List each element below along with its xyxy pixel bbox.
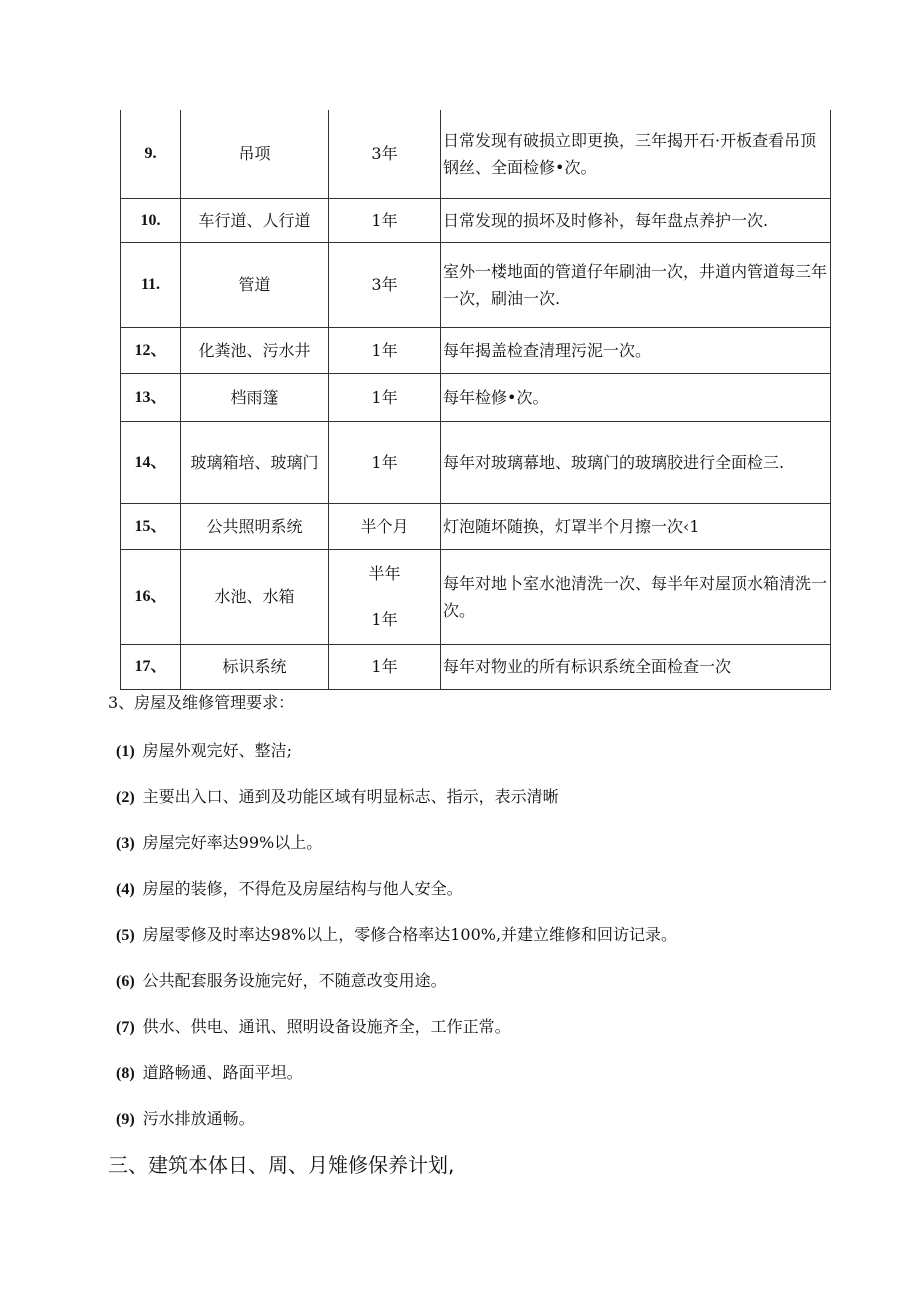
list-item (116, 922, 677, 968)
item-label: (5) (116, 927, 135, 944)
item-text: 房屋零修及时率达98%以上，零修合格率达100%,并建立维修和回访记录。 (142, 925, 678, 944)
item-label: (1) (116, 743, 135, 760)
row-number: 10. (121, 198, 181, 242)
row-item: 化粪池、污水井 (181, 327, 329, 373)
list-item (116, 876, 677, 922)
row-item: 标识系统 (181, 644, 329, 689)
row-cycle: 半个月 (329, 503, 441, 549)
row-description: 每年检修•次。 (441, 373, 831, 421)
list-item (116, 1106, 677, 1152)
row-item: 档雨篷 (181, 373, 329, 421)
list-item (116, 830, 677, 876)
row-item: 管道 (181, 242, 329, 327)
row-number: 16、 (121, 549, 181, 644)
row-number: 14、 (121, 421, 181, 503)
table-row (121, 242, 831, 327)
item-label: (7) (116, 1019, 135, 1036)
row-number: 12、 (121, 327, 181, 373)
item-label: (9) (116, 1111, 135, 1128)
item-label: (4) (116, 881, 135, 898)
row-number: 15、 (121, 503, 181, 549)
row-cycle: 1年 (329, 421, 441, 503)
row-number: 17、 (121, 644, 181, 689)
row-description: 室外一楼地面的管道仔年刷油一次，井道内管道每三年一次，刷油一次. (441, 242, 831, 327)
table-row (121, 198, 831, 242)
item-text: 房屋的装修，不得危及房屋结构与他人安全。 (142, 879, 463, 898)
row-cycle: 1年 (329, 373, 441, 421)
table-row (121, 503, 831, 549)
maintenance-table (120, 110, 831, 690)
item-label: (3) (116, 835, 135, 852)
item-label: (2) (116, 789, 135, 806)
table-row (121, 110, 831, 198)
item-text: 房屋完好率达99%以上。 (142, 833, 323, 852)
row-item: 吊项 (181, 110, 329, 198)
item-text: 房屋外观完好、整洁; (142, 741, 293, 760)
row-description: 灯泡随坏随换，灯罩半个月擦一次‹1 (441, 503, 831, 549)
row-description: 每年揭盖检查清理污泥一次。 (441, 327, 831, 373)
row-item: 水池、水箱 (181, 549, 329, 644)
row-cycle: 1年 (329, 198, 441, 242)
table-row (121, 327, 831, 373)
row-item: 公共照明系统 (181, 503, 329, 549)
table-row (121, 644, 831, 689)
list-item (116, 1014, 677, 1060)
row-cycle: 1年 (329, 327, 441, 373)
row-item: 玻璃箱培、玻璃门 (181, 421, 329, 503)
item-text: 主要出入口、通到及功能区域有明显标志、指示，表示清晰 (142, 787, 559, 806)
list-item (116, 968, 677, 1014)
item-text: 道路畅通、路面平坦。 (142, 1063, 303, 1082)
row-cycle-secondary: 1年 (371, 609, 398, 629)
row-item: 车行道、人行道 (181, 198, 329, 242)
row-cycle: 3年 (329, 242, 441, 327)
item-label: (6) (116, 973, 135, 990)
row-description: 日常发现有破损立即更换，三年揭开石·开板查看吊顶钢丝、全面检修•次。 (441, 110, 831, 198)
row-description: 日常发现的损坏及时修补，每年盘点养护一次. (441, 198, 831, 242)
row-description: 每年对玻璃幕地、玻璃门的玻璃胶进行全面检三. (441, 421, 831, 503)
chapter-heading: 三、建筑本体日、周、月雉修保养计划, (108, 1153, 455, 1177)
row-description: 每年对地卜室水池清洗一次、每半年对屋顶水箱清洗一次。 (441, 549, 831, 644)
item-text: 污水排放通畅。 (142, 1109, 255, 1128)
row-description: 每年对物业的所有标识系统全面检查一次 (441, 644, 831, 689)
table-row (121, 549, 831, 644)
row-cycle: 1年 (329, 644, 441, 689)
list-item (116, 738, 677, 784)
requirements-list (116, 738, 677, 1152)
item-text: 公共配套服务设施完好，不随意改变用途。 (142, 971, 447, 990)
row-cycle: 半年 (368, 563, 401, 583)
list-item (116, 1060, 677, 1106)
row-number: 13、 (121, 373, 181, 421)
table-row (121, 373, 831, 421)
table-row (121, 421, 831, 503)
row-number: 9. (121, 110, 181, 198)
item-text: 供水、供电、通讯、照明设备设施齐全，工作正常。 (142, 1017, 511, 1036)
row-cycle-cell (329, 549, 441, 644)
list-item (116, 784, 677, 830)
section-heading: 3、房屋及维修管理要求： (108, 693, 295, 712)
row-number: 11. (121, 242, 181, 327)
item-label: (8) (116, 1065, 135, 1082)
row-cycle: 3年 (329, 110, 441, 198)
